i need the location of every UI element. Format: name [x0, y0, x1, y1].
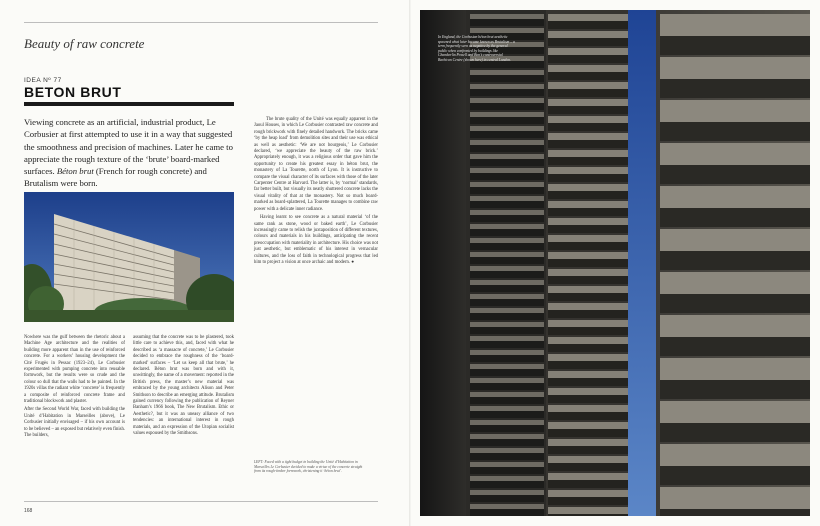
balcony-slab [548, 252, 628, 259]
col3-paragraph-1: The brute quality of the Unité was equally apparent in the Jaoul Houses, in which Le Corbusier contrasted raw concrete and rough brickwork with finely detailed handwork. The bricks came ‘by the heap load’ from demolition sites and their use was ethical as well as aesthetic: ‘We are not bourgeois,’ Le Corbusier declared, ‘we appreciate the beauty of the raw brick.’ Appropriately enough, it was a religious order that gave him the opportunity to create his greatest essay in béton brut, the monastery of La Tourette, north of Lyon. It is instructive to compare the visual character of its surfaces with those of the later Carpenter Centre at Harvard. The latter is, by ‘normal’ standards, far better built, but visually its neatly shuttered concrete lacks the visual vitality of that at the monastery. Not so much board-marked as board-splattered, La Tourette manages to combine raw power with a delicate inner radiance. [254, 117, 378, 212]
title-underline-bar [24, 102, 234, 106]
balcony-shadow [548, 157, 628, 165]
balcony-slab [470, 504, 544, 509]
balcony-shadow [548, 123, 628, 131]
balcony-slab [660, 272, 810, 294]
balcony-shadow [660, 36, 810, 55]
balcony-shadow [470, 425, 544, 432]
balcony-shadow [548, 259, 628, 267]
balcony-slab [548, 303, 628, 310]
balcony-shadow [548, 378, 628, 386]
balcony-shadow [660, 466, 810, 485]
page-number: 168 [24, 508, 33, 514]
balcony-slab [470, 336, 544, 341]
balcony-slab [470, 392, 544, 397]
balcony-shadow [470, 271, 544, 278]
balcony-slab [470, 490, 544, 495]
balcony-shadow [548, 106, 628, 114]
balcony-shadow [548, 395, 628, 403]
balcony-shadow [470, 397, 544, 404]
balcony-slab [470, 378, 544, 383]
balcony-shadow [470, 481, 544, 488]
balcony-shadow [470, 215, 544, 222]
balcony-slab [470, 364, 544, 369]
balcony-shadow [470, 75, 544, 82]
balcony-slab [470, 434, 544, 439]
balcony-shadow [470, 411, 544, 418]
balcony-slab [660, 186, 810, 208]
balcony-shadow [470, 369, 544, 376]
balcony-slab [548, 507, 628, 514]
balcony-shadow [548, 327, 628, 335]
body-column-2 [133, 335, 234, 440]
balcony-shadow [548, 514, 628, 516]
balcony-shadow [470, 509, 544, 516]
balcony-shadow [548, 480, 628, 488]
balcony-shadow [548, 310, 628, 318]
balcony-slab [470, 476, 544, 481]
balcony-shadow [660, 122, 810, 141]
balcony-slab [548, 82, 628, 89]
balcony-shadow [548, 276, 628, 284]
balcony-slab [470, 406, 544, 411]
balcony-shadow [548, 293, 628, 301]
balcony-slab [548, 31, 628, 38]
tower-balconies-right [660, 14, 810, 516]
balcony-slab [548, 14, 628, 21]
balcony-shadow [660, 79, 810, 98]
balcony-shadow [660, 165, 810, 184]
balcony-shadow [548, 361, 628, 369]
balcony-slab [548, 99, 628, 106]
balcony-shadow [548, 191, 628, 199]
balcony-slab [548, 354, 628, 361]
balcony-shadow [548, 55, 628, 63]
balcony-shadow [470, 173, 544, 180]
col1-paragraph-1: Nowhere was the gulf between the rhetoric about a Machine Age architecture and the realities of building more apparent than in the use of reinforced concrete. For a workers’ housing development the Cité Frugès in Pessac (1923–24), Le Corbusier experimented with pumping concrete into reusable formwork, but the results were so crude and the colour so dull that the walls had to be painted. In the 1920s villas the radiant white ‘concrete’ is frequently a composite of reinforced concrete frame and traditional blockwork and plaster. [24, 335, 125, 405]
balcony-slab [660, 444, 810, 466]
balcony-slab [548, 150, 628, 157]
balcony-shadow [660, 509, 810, 516]
balcony-shadow [470, 19, 544, 26]
balcony-slab [470, 70, 544, 75]
balcony-shadow [470, 145, 544, 152]
balcony-slab [660, 315, 810, 337]
balcony-shadow [548, 344, 628, 352]
lede-term-italic: Béton brut [56, 166, 94, 177]
balcony-slab [470, 168, 544, 173]
balcony-slab [548, 439, 628, 446]
balcony-slab [660, 143, 810, 165]
balcony-shadow [470, 341, 544, 348]
balcony-shadow [470, 103, 544, 110]
photo-caption-left: LEFT: Faced with a tight budget in building the Unité d’Habitation in Marseilles Le Corbusier decided to make a virtue of the concrete straight from its rough-timber formwork, christening it ‘béton brut’. [254, 460, 363, 474]
balcony-shadow [470, 453, 544, 460]
balcony-shadow [470, 299, 544, 306]
balcony-shadow [548, 446, 628, 454]
balcony-shadow [470, 201, 544, 208]
balcony-shadow [548, 72, 628, 80]
balcony-shadow [470, 159, 544, 166]
col2-paragraph-1: assuming that the concrete was to be plastered, took little care to achieve this, and, faced with what he described as ‘a massacre of concrete,’ Le Corbusier decided to embrace the roughness of the ‘board-marked’ surfaces – ‘Let us keep all that brute,’ he declared. Béton brut was born and with it, unwittingly, the name of a movement: reported in the British press, the master’s new material was embraced by the young architects Alison and Peter Smithson to describe an emerging attitude. Brutalism gained currency following the publication of Reyner Banham’s 1966 book, The New Brutalism. Ethic or Aesthetic?, but it was an uneasy alliance of two tendencies: an international interest in rough materials, and an expression of the Utopian socialist values espoused by the Smithsons. [133, 335, 234, 437]
balcony-slab [470, 112, 544, 117]
balcony-slab [470, 350, 544, 355]
col3-paragraph-2: Having learnt to see concrete as a natural material ‘of the same rank as stone, wood or baked earth’, Le Corbusier increasingly came to relish the juxtaposition of different textures, colours and materials in his buildings, anticipating the recent preoccupation with materiality in architecture. His choice was not just aesthetic, but emblematic of his interest in vernacular cultures, and the loss of faith in technological progress that led him to project a vision at once archaic and modern. ● [254, 215, 378, 265]
top-rule [24, 22, 378, 23]
balcony-shadow [660, 337, 810, 356]
lede-text-1: Viewing concrete as an artificial, industrial product, Le Corbusier at first attempted to use it in a way that suggested the smoothness and precision of machines. Later he came to appreciate the rough texture of the ‘brute’ board-marked surfaces. [24, 117, 233, 177]
balcony-shadow [470, 313, 544, 320]
balcony-slab [470, 210, 544, 215]
balcony-slab [548, 48, 628, 55]
balcony-slab [548, 167, 628, 174]
balcony-slab [660, 57, 810, 79]
balcony-slab [548, 201, 628, 208]
photo-caption-right: In England, the Corbusian béton brut aesthetic spawned what later became known as Brutalism – a term frequently seen as negative by the general public when confronted by buildings like Chamberlin Powell and Bon’s controversial Barbican Centre (shown here) in central London. [438, 35, 515, 62]
balcony-slab [660, 100, 810, 122]
balcony-shadow [548, 140, 628, 148]
balcony-shadow [660, 294, 810, 313]
balcony-slab [548, 320, 628, 327]
lede-text-2: (French for rough concrete) and Brutalism were born. [24, 166, 207, 189]
photo-barbican-towers [420, 10, 810, 516]
balcony-slab [470, 182, 544, 187]
balcony-shadow [660, 251, 810, 270]
balcony-slab [470, 14, 544, 19]
balcony-shadow [548, 242, 628, 250]
balcony-slab [470, 28, 544, 33]
balcony-shadow [470, 495, 544, 502]
balcony-shadow [470, 467, 544, 474]
balcony-slab [548, 388, 628, 395]
balcony-shadow [660, 380, 810, 399]
balcony-shadow [660, 208, 810, 227]
balcony-slab [660, 401, 810, 423]
balcony-shadow [470, 117, 544, 124]
balcony-slab [548, 371, 628, 378]
balcony-shadow [470, 131, 544, 138]
body-column-1 [24, 335, 125, 442]
balcony-shadow [548, 225, 628, 233]
balcony-shadow [548, 174, 628, 182]
idea-title: BETON BRUT [24, 84, 122, 100]
balcony-slab [470, 84, 544, 89]
balcony-shadow [470, 285, 544, 292]
running-head: Beauty of raw concrete [24, 36, 145, 51]
balcony-shadow [470, 355, 544, 362]
balcony-slab [470, 322, 544, 327]
balcony-shadow [548, 89, 628, 97]
balcony-slab [548, 218, 628, 225]
balcony-slab [548, 269, 628, 276]
balcony-slab [470, 420, 544, 425]
balcony-slab [470, 238, 544, 243]
balcony-shadow [470, 229, 544, 236]
balcony-shadow [470, 327, 544, 334]
book-gutter [409, 0, 411, 526]
balcony-slab [548, 490, 628, 497]
balcony-slab [548, 422, 628, 429]
balcony-shadow [548, 412, 628, 420]
body-column-3 [254, 117, 378, 268]
balcony-slab [470, 280, 544, 285]
balcony-shadow [470, 89, 544, 96]
balcony-slab [548, 337, 628, 344]
balcony-shadow [470, 439, 544, 446]
balcony-slab [548, 235, 628, 242]
balcony-slab [470, 252, 544, 257]
balcony-slab [470, 140, 544, 145]
balcony-slab [470, 266, 544, 271]
unite-habitation-photo-illustration [24, 192, 234, 322]
photo-unite-habitation [24, 192, 234, 322]
balcony-shadow [470, 243, 544, 250]
balcony-slab [470, 462, 544, 467]
lede-paragraph [24, 116, 240, 190]
balcony-slab [470, 294, 544, 299]
barbican-photo-illustration [420, 10, 810, 516]
balcony-slab [470, 308, 544, 313]
idea-number-label: IDEA Nº 77 [24, 77, 62, 84]
balcony-slab [660, 229, 810, 251]
balcony-shadow [660, 423, 810, 442]
bottom-rule [24, 501, 378, 502]
balcony-slab [470, 126, 544, 131]
balcony-slab [548, 286, 628, 293]
balcony-shadow [470, 383, 544, 390]
balcony-slab [548, 405, 628, 412]
balcony-slab [470, 154, 544, 159]
balcony-slab [548, 473, 628, 480]
balcony-slab [470, 98, 544, 103]
balcony-slab [470, 224, 544, 229]
balcony-slab [470, 196, 544, 201]
balcony-slab [548, 116, 628, 123]
balcony-slab [548, 456, 628, 463]
balcony-shadow [548, 463, 628, 471]
balcony-slab [660, 487, 810, 509]
balcony-shadow [548, 497, 628, 505]
balcony-shadow [470, 187, 544, 194]
balcony-shadow [548, 38, 628, 46]
balcony-shadow [548, 429, 628, 437]
balcony-shadow [548, 208, 628, 216]
balcony-shadow [548, 21, 628, 29]
balcony-shadow [470, 257, 544, 264]
balcony-slab [470, 448, 544, 453]
balcony-slab [548, 184, 628, 191]
balcony-slab [660, 358, 810, 380]
col1-paragraph-2: After the Second World War, faced with building the Unité d’Habitation in Marseilles (above), Le Corbusier initially envisaged – if his own account is to be believed – an exposed but relatively even finish. The builders, [24, 407, 126, 439]
balcony-slab [548, 133, 628, 140]
tower-balconies-center [548, 14, 628, 516]
balcony-slab [548, 65, 628, 72]
balcony-slab [660, 14, 810, 36]
